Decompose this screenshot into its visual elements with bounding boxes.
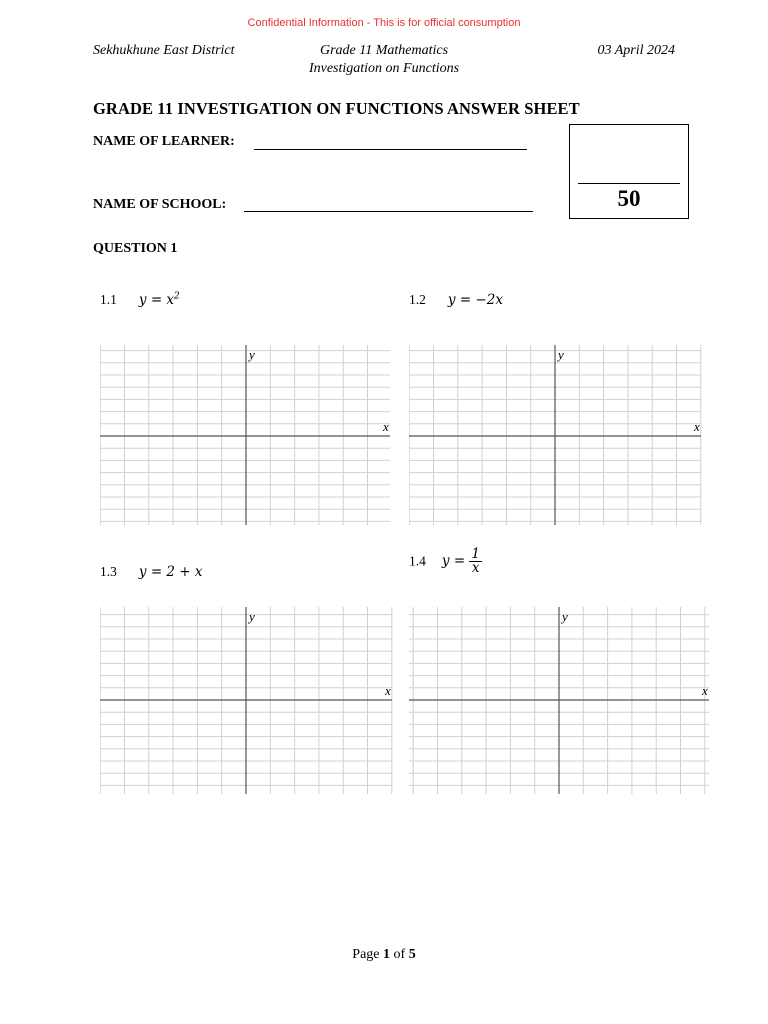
header-district: Sekhukhune East District [93,43,235,58]
graph-grid-1-2[interactable] [409,345,711,527]
x-axis-label: x [702,683,708,698]
question-number: 1.1 [100,292,117,307]
page-footer: Page 1 of 5 [352,947,416,962]
grid-svg [409,345,711,527]
x-axis-label: x [385,683,391,698]
function-equation: y = −2x [447,292,503,308]
school-name-label: NAME OF SCHOOL: [93,197,227,212]
function-equation: y = $\frac{1}{x}$ [441,546,481,576]
question-number: 1.4 [409,553,426,569]
marks-total: 50 [617,186,641,211]
header-subject: Grade 11 Mathematics [319,43,449,58]
grid-svg [409,607,719,796]
graph-grid-1-1[interactable] [100,345,400,527]
question-number: 1.3 [100,564,117,579]
page-title: GRADE 11 INVESTIGATION ON FUNCTIONS ANSWER SHEET [93,99,580,118]
x-axis-label: x [694,419,700,434]
question-1-4-label [409,548,482,575]
learner-name-label: NAME OF LEARNER: [93,134,235,149]
grid-svg [100,607,402,796]
question-heading: QUESTION 1 [93,241,178,256]
function-equation: $y = x^2$ [138,291,180,308]
question-1-3-label [100,563,203,581]
y-axis-label: y [562,609,568,624]
learner-name-field[interactable] [254,149,527,150]
school-name-field[interactable] [244,211,533,212]
y-axis-label: y [558,347,564,362]
fraction: $\frac{1}{x}$ [471,546,481,576]
function-equation: y = 2 + x [138,564,203,580]
marks-score-line[interactable] [578,183,680,184]
y-axis-label: y [249,347,255,362]
header-topic: Investigation on Functions [308,61,460,76]
question-number: 1.2 [409,292,426,307]
confidential-banner: Confidential Information - This is for official consumption [247,17,521,29]
graph-grid-1-3[interactable] [100,607,402,796]
header-date: 03 April 2024 [597,43,675,58]
question-1-2-label [409,291,503,309]
grid-svg [100,345,400,527]
graph-grid-1-4[interactable] [409,607,719,796]
x-axis-label: x [383,419,389,434]
y-axis-label: y [249,609,255,624]
question-1-1-label [100,291,180,309]
